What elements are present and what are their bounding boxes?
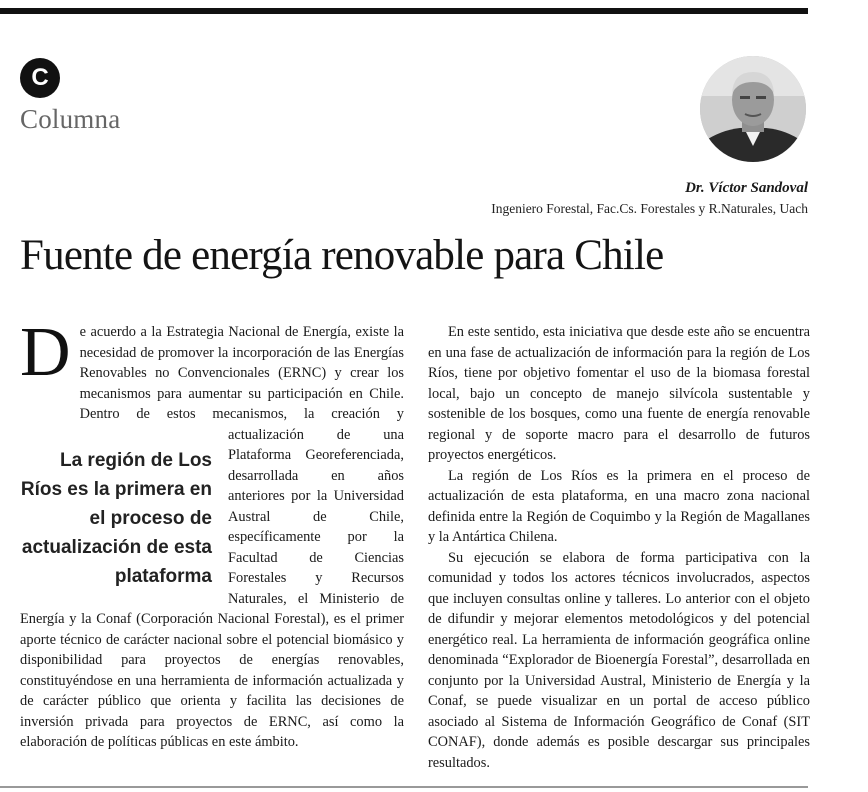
article-headline: Fuente de energía renovable para Chile bbox=[20, 232, 664, 279]
top-rule bbox=[0, 8, 808, 14]
author-portrait-icon bbox=[700, 56, 806, 162]
right-paragraph: Su ejecución se elabora de forma participativa con la comunidad y todos los actores técnicos involucrados, aspectos que incluyen consultas online y talleres. Lo anterior con el objeto de difundir y mejorar elementos metodológicos y del potencial energético real. La herramienta de información geográfica online denominada “Explorador de Bioenergía Forestal”, desarrollada en conjunto por la Universidad Austral, Ministerio de Energía y la Conaf, se puede visualizar en un portal de acceso público asociado al Sistema de Información Geográfico de Conaf (SIT CONAF), donde además es posible descargar sus principales resultados. bbox=[428, 549, 810, 771]
pull-quote: La región de Los Ríos es la primera en el proceso de actualización de esta plataforma bbox=[20, 450, 212, 587]
author-role: Ingeniero Forestal, Fac.Cs. Forestales y R.Naturales, Uach bbox=[491, 201, 808, 216]
section-label: Columna bbox=[20, 104, 121, 134]
article-column-left bbox=[20, 314, 404, 753]
bottom-rule bbox=[0, 786, 808, 788]
drop-cap: D bbox=[20, 314, 71, 391]
left-column-text: e acuerdo a la Estrategia Nacional de Energía, existe la necesidad de promover la incorporación de las Energías Renovables no Convencionales (ERNC) y crear los mecanismos para aumentar su participación en Chile. Dentro de estos mecanismos, la creación y actualización de una Plataforma Georeferenciada, desarrollada en años anteriores por la Universidad Austral de Chile, específicamente por la Facultad de Ciencias Forestales y Recursos Naturales, el Ministerio de Energía y la Conaf (Corporación Nacional Forestal), es el primer aporte técnico de carácter nacional sobre el potencial biomásico y disponibilidad para proyectos de energías renovables, constituyéndose en una herramienta de información actualizada y de carácter público que orienta y facilita las decisiones de inversión privada para proyectos de ERNC, así como la elaboración de políticas públicas en este ámbito. bbox=[20, 324, 404, 750]
author-photo bbox=[700, 56, 806, 162]
column-badge-icon: C bbox=[20, 58, 60, 98]
right-paragraph: En este sentido, esta iniciativa que desde este año se encuentra en una fase de actualización de información para la región de Los Ríos, tiene por objetivo fomentar el uso de la biomasa forestal local, bajo un concepto de manejo silvícola sustentable y sostenible de los bosques, como una fuente de energía renovable regional y de soporte macro para el desarrollo de futuros proyectos energéticos. bbox=[428, 324, 810, 463]
right-paragraph: La región de Los Ríos es la primera en el proceso de actualización de esta plataforma, en una macro zona nacional definida entre la Región de Coquimbo y la Región de Magallanes y la Antártica Chilena. bbox=[428, 467, 810, 545]
article-column-right bbox=[428, 322, 810, 773]
author-name: Dr. Víctor Sandoval bbox=[685, 180, 808, 196]
